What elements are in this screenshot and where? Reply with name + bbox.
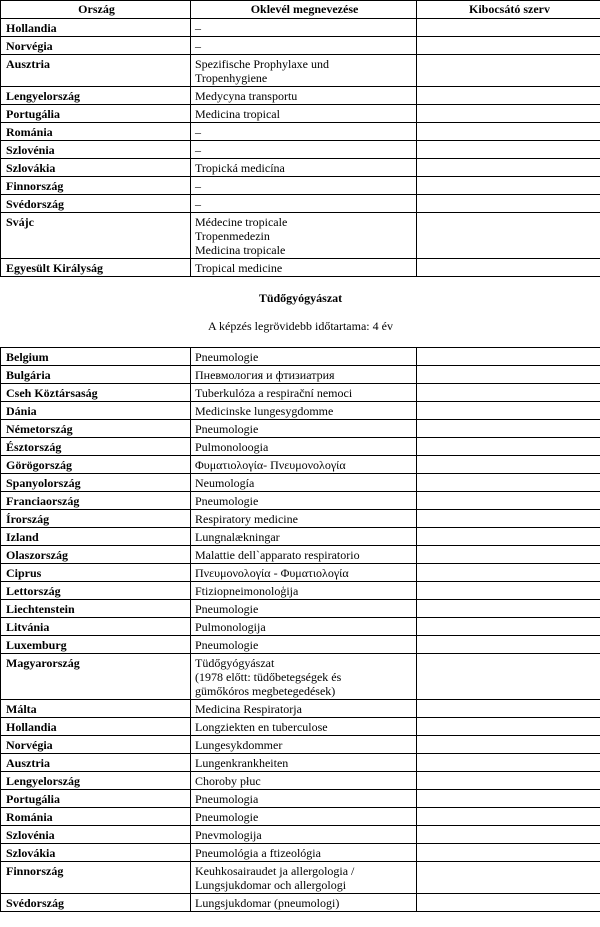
issuer-cell — [417, 195, 600, 213]
issuer-cell — [417, 456, 600, 474]
diploma-name-cell: Pneumológia a ftizeológia — [191, 844, 417, 862]
diploma-name-cell: Medicina Respiratorja — [191, 700, 417, 718]
diploma-name-cell: Lungnalækningar — [191, 528, 417, 546]
issuer-cell — [417, 808, 600, 826]
diploma-name-cell: Malattie dell`apparato respiratorio — [191, 546, 417, 564]
issuer-cell — [417, 474, 600, 492]
diploma-name-cell: Tropical medicine — [191, 259, 417, 277]
country-cell: Spanyolország — [1, 474, 191, 492]
country-cell: Portugália — [1, 105, 191, 123]
country-cell: Egyesült Királyság — [1, 259, 191, 277]
issuer-cell — [417, 438, 600, 456]
issuer-cell — [417, 348, 600, 366]
diploma-name-cell: Pneumologie — [191, 420, 417, 438]
diploma-name-cell: Pulmonologija — [191, 618, 417, 636]
issuer-cell — [417, 159, 600, 177]
country-cell: Málta — [1, 700, 191, 718]
diploma-name-cell: Pneumologia — [191, 790, 417, 808]
country-cell: Hollandia — [1, 718, 191, 736]
issuer-cell — [417, 564, 600, 582]
diploma-name-cell: Πνευμονολογία - Φυματιολογία — [191, 564, 417, 582]
country-cell: Hollandia — [1, 19, 191, 37]
country-cell: Belgium — [1, 348, 191, 366]
country-cell: Svédország — [1, 195, 191, 213]
table-row — [1, 808, 600, 826]
diploma-name-cell: Pneumologie — [191, 492, 417, 510]
issuer-cell — [417, 528, 600, 546]
table-row — [1, 790, 600, 808]
issuer-cell — [417, 700, 600, 718]
diploma-name-cell: – — [191, 19, 417, 37]
diploma-name-cell: Medicinske lungesygdomme — [191, 402, 417, 420]
section-title: Tüdőgyógyászat — [258, 291, 343, 305]
table-row — [1, 736, 600, 754]
issuer-cell — [417, 718, 600, 736]
table-row — [1, 55, 600, 87]
table-row — [1, 259, 600, 277]
issuer-cell — [417, 772, 600, 790]
diploma-name-cell: Medicina tropical — [191, 105, 417, 123]
table-row — [1, 438, 600, 456]
diploma-name-cell: – — [191, 37, 417, 55]
table-row — [1, 772, 600, 790]
table-row — [1, 366, 600, 384]
country-cell: Luxemburg — [1, 636, 191, 654]
table-row — [1, 384, 600, 402]
table-row — [1, 402, 600, 420]
country-cell: Izland — [1, 528, 191, 546]
diploma-name-cell: Пневмология и фтизиатрия — [191, 366, 417, 384]
table-row — [1, 754, 600, 772]
country-cell: Liechtenstein — [1, 600, 191, 618]
tropical-medicine-rows — [1, 19, 600, 277]
diploma-name-cell: Pneumologie — [191, 600, 417, 618]
country-cell: Finnország — [1, 177, 191, 195]
diploma-name-cell: Pnevmologija — [191, 826, 417, 844]
country-cell: Lengyelország — [1, 772, 191, 790]
issuer-cell — [417, 546, 600, 564]
country-cell: Lettország — [1, 582, 191, 600]
section-subtitle: A képzés legrövidebb időtartama: 4 év — [208, 319, 393, 333]
header-issuer: Kibocsátó szerv — [417, 1, 600, 19]
table-row — [1, 123, 600, 141]
issuer-cell — [417, 510, 600, 528]
diploma-name-cell: Ftiziopneimonoloģija — [191, 582, 417, 600]
country-cell: Portugália — [1, 790, 191, 808]
header-country: Ország — [1, 1, 191, 19]
issuer-cell — [417, 844, 600, 862]
table-row — [1, 456, 600, 474]
diploma-name-cell: Choroby płuc — [191, 772, 417, 790]
table-row — [1, 546, 600, 564]
issuer-cell — [417, 420, 600, 438]
country-cell: Szlovákia — [1, 159, 191, 177]
table-row — [1, 420, 600, 438]
issuer-cell — [417, 177, 600, 195]
diploma-name-cell: Tropická medicína — [191, 159, 417, 177]
issuer-cell — [417, 618, 600, 636]
country-cell: Lengyelország — [1, 87, 191, 105]
table-row — [1, 844, 600, 862]
country-cell: Szlovákia — [1, 844, 191, 862]
country-cell: Románia — [1, 808, 191, 826]
country-cell: Franciaország — [1, 492, 191, 510]
diploma-name-cell: – — [191, 177, 417, 195]
issuer-cell — [417, 55, 600, 87]
diploma-name-cell: Respiratory medicine — [191, 510, 417, 528]
issuer-cell — [417, 736, 600, 754]
table-row — [1, 636, 600, 654]
table-row — [1, 564, 600, 582]
country-cell: Norvégia — [1, 37, 191, 55]
country-cell: Litvánia — [1, 618, 191, 636]
diploma-name-cell: Tüdőgyógyászat (1978 előtt: tüdőbetegségek és gümőkóros megbetegedések) — [191, 654, 417, 700]
country-cell: Bulgária — [1, 366, 191, 384]
pulmonology-rows — [1, 348, 600, 912]
diploma-name-cell: Keuhkosairaudet ja allergologia / Lungsjukdomar och allergologi — [191, 862, 417, 894]
table-row — [1, 159, 600, 177]
country-cell: Olaszország — [1, 546, 191, 564]
diploma-name-cell: – — [191, 195, 417, 213]
issuer-cell — [417, 654, 600, 700]
issuer-cell — [417, 87, 600, 105]
diploma-name-cell: Lungenkrankheiten — [191, 754, 417, 772]
diploma-name-cell: Médecine tropicale Tropenmedezin Medicina tropicale — [191, 213, 417, 259]
issuer-cell — [417, 600, 600, 618]
diploma-name-cell: Lungesykdommer — [191, 736, 417, 754]
table-row — [1, 492, 600, 510]
table-row — [1, 141, 600, 159]
table-row — [1, 894, 600, 912]
country-cell: Dánia — [1, 402, 191, 420]
diploma-name-cell: – — [191, 123, 417, 141]
issuer-cell — [417, 826, 600, 844]
issuer-cell — [417, 123, 600, 141]
diploma-name-cell: Spezifische Prophylaxe und Tropenhygiene — [191, 55, 417, 87]
table-row — [1, 528, 600, 546]
issuer-cell — [417, 384, 600, 402]
table-row — [1, 87, 600, 105]
diploma-name-cell: Longziekten en tuberculose — [191, 718, 417, 736]
header-diploma: Oklevél megnevezése — [191, 1, 417, 19]
table-row — [1, 718, 600, 736]
issuer-cell — [417, 141, 600, 159]
diploma-name-cell: Pneumologie — [191, 808, 417, 826]
diploma-name-cell: Φυματιολογία- Πνευμονολογία — [191, 456, 417, 474]
issuer-cell — [417, 582, 600, 600]
diploma-name-cell: Medycyna transportu — [191, 87, 417, 105]
issuer-cell — [417, 402, 600, 420]
issuer-cell — [417, 636, 600, 654]
table-row — [1, 213, 600, 259]
diploma-name-cell: Neumología — [191, 474, 417, 492]
country-cell: Románia — [1, 123, 191, 141]
diploma-name-cell: Pulmonoloogia — [191, 438, 417, 456]
table-row — [1, 19, 600, 37]
issuer-cell — [417, 37, 600, 55]
country-cell: Szlovénia — [1, 826, 191, 844]
table-row — [1, 37, 600, 55]
table-row — [1, 862, 600, 894]
country-cell: Görögország — [1, 456, 191, 474]
table-row — [1, 654, 600, 700]
diploma-name-cell: Pneumologie — [191, 348, 417, 366]
country-cell: Észtország — [1, 438, 191, 456]
table-row — [1, 582, 600, 600]
diploma-name-cell: – — [191, 141, 417, 159]
issuer-cell — [417, 259, 600, 277]
issuer-cell — [417, 862, 600, 894]
diploma-name-cell: Tuberkulóza a respirační nemoci — [191, 384, 417, 402]
diploma-name-cell: Lungsjukdomar (pneumologi) — [191, 894, 417, 912]
issuer-cell — [417, 105, 600, 123]
country-cell: Norvégia — [1, 736, 191, 754]
table-row — [1, 105, 600, 123]
table-row — [1, 474, 600, 492]
table-row — [1, 618, 600, 636]
country-cell: Cseh Köztársaság — [1, 384, 191, 402]
country-cell: Finnország — [1, 862, 191, 894]
table-header-row — [1, 1, 600, 19]
section-heading-row — [1, 277, 600, 348]
country-cell: Ausztria — [1, 754, 191, 772]
issuer-cell — [417, 492, 600, 510]
diploma-name-cell: Pneumologie — [191, 636, 417, 654]
issuer-cell — [417, 790, 600, 808]
country-cell: Németország — [1, 420, 191, 438]
table-row — [1, 600, 600, 618]
table-row — [1, 195, 600, 213]
table-row — [1, 700, 600, 718]
country-cell: Svájc — [1, 213, 191, 259]
table-row — [1, 348, 600, 366]
country-cell: Írország — [1, 510, 191, 528]
country-cell: Ausztria — [1, 55, 191, 87]
table-row — [1, 177, 600, 195]
country-cell: Ciprus — [1, 564, 191, 582]
issuer-cell — [417, 19, 600, 37]
issuer-cell — [417, 213, 600, 259]
issuer-cell — [417, 366, 600, 384]
issuer-cell — [417, 894, 600, 912]
issuer-cell — [417, 754, 600, 772]
country-cell: Svédország — [1, 894, 191, 912]
table-row — [1, 826, 600, 844]
country-cell: Szlovénia — [1, 141, 191, 159]
table-row — [1, 510, 600, 528]
country-cell: Magyarország — [1, 654, 191, 700]
